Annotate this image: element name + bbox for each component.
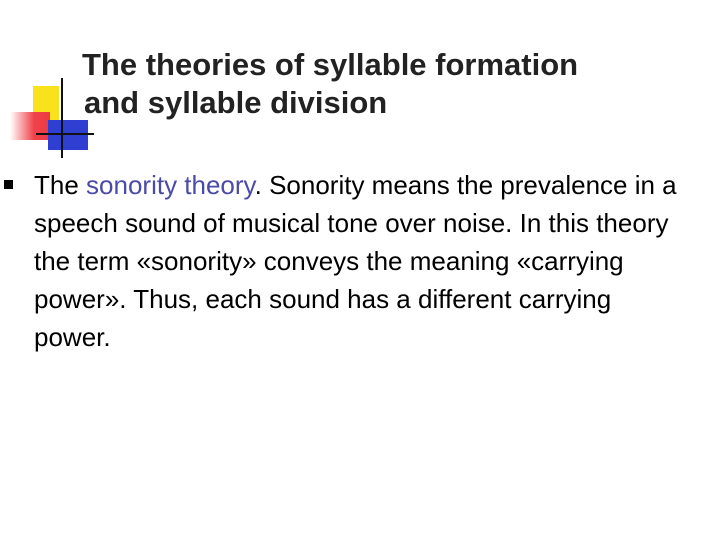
slide-title <box>82 46 702 122</box>
highlighted-term: sonority theory <box>86 170 255 200</box>
bullet-text-lead: The <box>34 170 87 200</box>
vertical-rule <box>61 78 63 158</box>
bullet-text-rest: . Sonority means the prevalence in a speech sound of musical tone over noise. In this theory the term «sonority» conveys the meaning «carrying power». Thus, each sound has a different carrying power. <box>34 170 677 352</box>
bullet-text <box>34 166 694 356</box>
square-bullet-icon <box>4 180 13 189</box>
horizontal-rule <box>36 133 94 135</box>
slide-body <box>34 166 694 356</box>
bullet-item <box>34 166 694 356</box>
red-rectangle-shape <box>10 112 50 140</box>
blue-square-shape <box>48 120 88 150</box>
slide-title-line-2: and syllable division <box>84 85 388 120</box>
slide-title-line-1: The theories of syllable formation <box>82 47 579 82</box>
